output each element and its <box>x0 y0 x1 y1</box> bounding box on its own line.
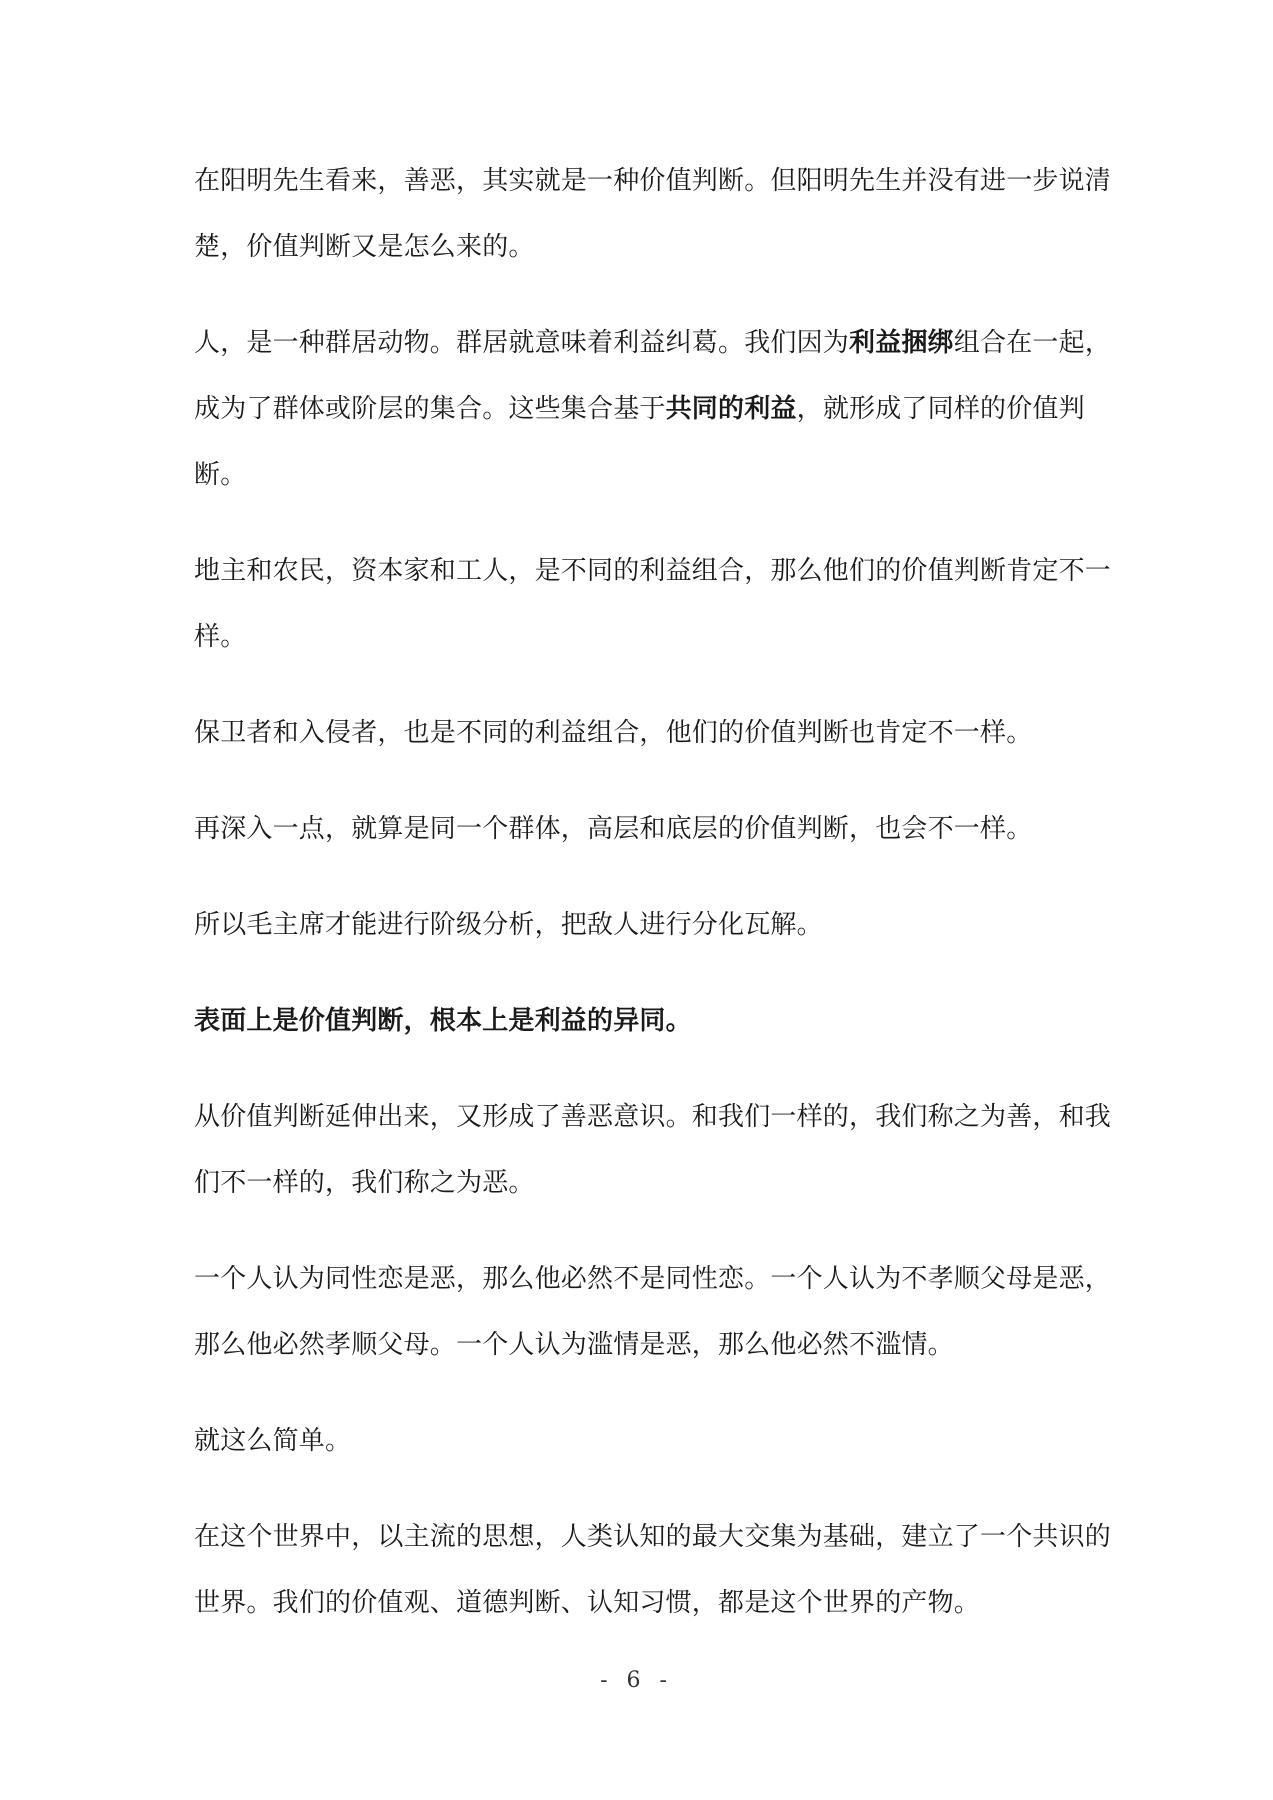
paragraph-2 <box>194 310 1124 508</box>
paragraph-6: 所以毛主席才能进行阶级分析，把敌人进行分化瓦解。 <box>194 910 823 940</box>
paragraph-4: 保卫者和入侵者，也是不同的利益组合，他们的价值判断也肯定不一样。 <box>194 718 1033 748</box>
paragraph-2-segment: 组合在一起，成为了群体或阶层的集合。这些集合基于 <box>194 328 1112 424</box>
paragraph-7-bold: 表面上是价值判断，根本上是利益的异同。 <box>194 1006 692 1036</box>
body-text <box>194 148 1124 1666</box>
paragraph-9: 一个人认为同性恋是恶，那么他必然不是同性恋。一个人认为不孝顺父母是恶，那么他必然孝顺父母。一个人认为滥情是恶，那么他必然不滥情。 <box>194 1264 1112 1360</box>
page-number: - 6 - <box>600 1668 673 1693</box>
paragraph-3: 地主和农民，资本家和工人，是不同的利益组合，那么他们的价值判断肯定不一样。 <box>194 556 1112 652</box>
paragraph-2-bold-segment: 利益捆绑 <box>849 328 954 358</box>
paragraph-11: 在这个世界中，以主流的思想，人类认知的最大交集为基础，建立了一个共识的世界。我们的价值观、道德判断、认知习惯，都是这个世界的产物。 <box>194 1522 1112 1618</box>
paragraph-2-bold-segment: 共同的利益 <box>665 394 797 424</box>
paragraph-8: 从价值判断延伸出来，又形成了善恶意识。和我们一样的，我们称之为善，和我们不一样的，我们称之为恶。 <box>194 1102 1112 1198</box>
paragraph-2-segment: ，就形成了同样的价值判断。 <box>194 394 1085 490</box>
paragraph-1: 在阳明先生看来，善恶，其实就是一种价值判断。但阳明先生并没有进一步说清楚，价值判断又是怎么来的。 <box>194 166 1112 262</box>
paragraph-2-segment: 人，是一种群居动物。群居就意味着利益纠葛。我们因为 <box>194 328 850 358</box>
paragraph-10: 就这么简单。 <box>194 1426 352 1456</box>
paragraph-5: 再深入一点，就算是同一个群体，高层和底层的价值判断，也会不一样。 <box>194 814 1033 844</box>
